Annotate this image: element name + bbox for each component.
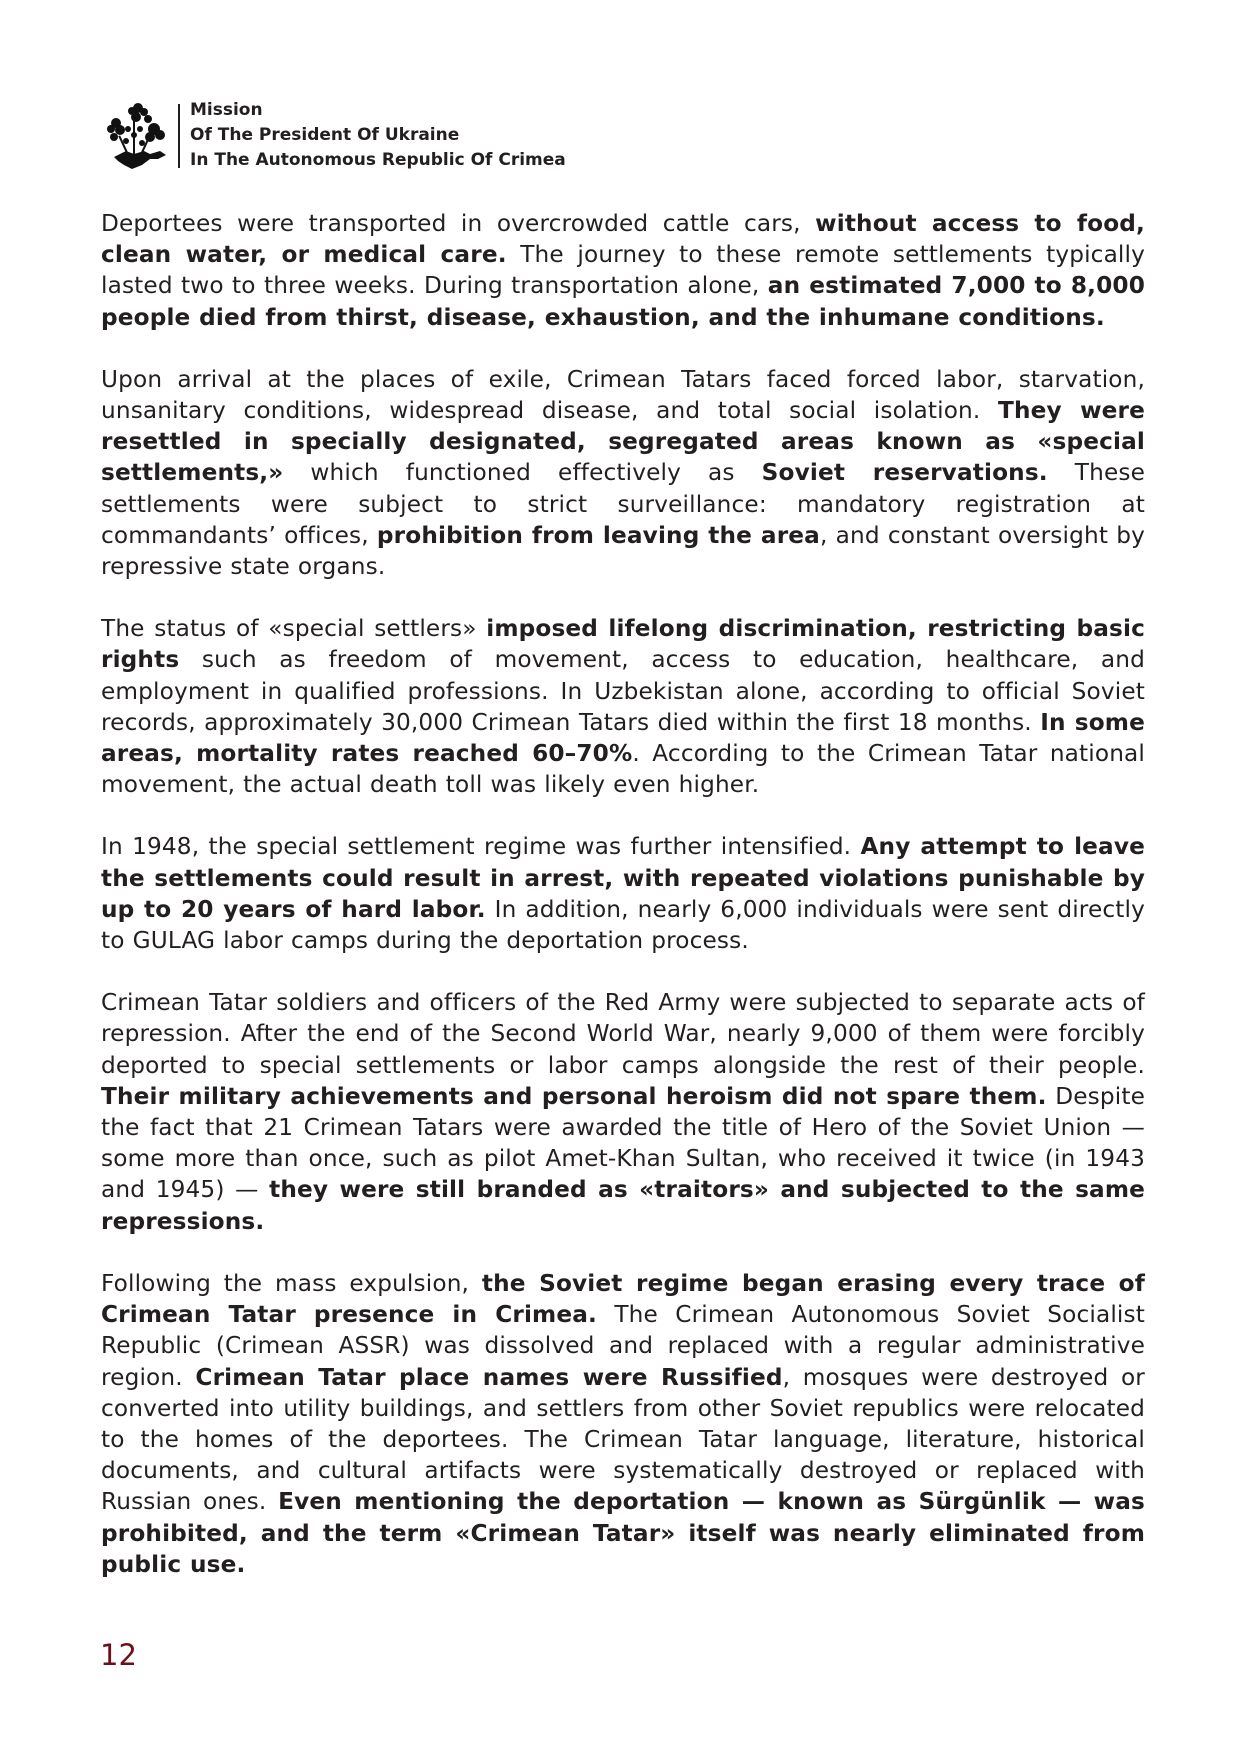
bold-text-run: the Soviet regime began erasing every trace of Crimean Tatar presence in Crimea.: [101, 1269, 1146, 1329]
paragraph-6: [101, 1268, 1145, 1580]
text-run: Following the mass expulsion,: [101, 1269, 482, 1297]
org-line-2: Of The President Of Ukraine: [190, 125, 460, 145]
bold-text-run: In some areas, mortality rates reached 60–70%: [101, 708, 1145, 768]
page-header: [100, 98, 566, 173]
bold-text-run: prohibition from leaving the area: [376, 521, 820, 549]
body-text: [101, 208, 1145, 1611]
org-line-3: In The Autonomous Republic Of Crimea: [190, 150, 566, 170]
paragraph-2: [101, 364, 1145, 582]
text-run: The status of «special settlers»: [101, 615, 487, 643]
page-number: 12: [100, 1638, 137, 1672]
bold-text-run: without access to food, clean water, or medical care.: [101, 210, 1145, 269]
bold-text-run: Soviet reservations.: [761, 459, 1048, 487]
header-divider: [178, 104, 180, 168]
organization-name: [190, 98, 566, 173]
text-run: The journey to these remote settlements typically lasted two to three weeks. During transportation alone,: [101, 241, 1145, 300]
bold-text-run: an estimated 7,000 to 8,000 people died from thirst, disease, exhaustion, and the inhumane conditions.: [101, 272, 1145, 331]
bold-text-run: they were still branded as «traitors» and subjected to the same repressions.: [101, 1176, 1146, 1235]
crimean-emblem-icon: [100, 99, 170, 173]
text-run: , mosques were destroyed or converted into utility buildings, and settlers from other Soviet republics were relocated to the homes of the deportees. The Crimean Tatar language, literature, historical documents, and cultural artifacts were systematically destroyed or replaced with Russian ones.: [101, 1363, 1145, 1516]
text-run: , and constant oversight by repressive state organs.: [101, 521, 1145, 581]
org-line-1: Mission: [190, 100, 263, 120]
text-run: Despite the fact that 21 Crimean Tatars were awarded the title of Hero of the Soviet Union — some more than once, such as pilot Amet-Khan Sultan, who received it twice (in 1943 and 1945) —: [101, 1082, 1145, 1204]
text-run: The Crimean Autonomous Soviet Socialist Republic (Crimean ASSR) was dissolved and replaced with a regular administrative region.: [101, 1301, 1145, 1391]
paragraph-5: [101, 987, 1145, 1237]
bold-text-run: Their military achievements and personal heroism did not spare them.: [101, 1082, 1047, 1110]
text-run: These settlements were subject to strict surveillance: mandatory registration at commandants’ offices,: [101, 459, 1146, 549]
text-run: . According to the Crimean Tatar national movement, the actual death toll was likely even higher.: [101, 740, 1146, 799]
text-run: In addition, nearly 6,000 individuals were sent directly to GULAG labor camps during the deportation process.: [101, 895, 1145, 955]
text-run: Crimean Tatar soldiers and officers of the Red Army were subjected to separate acts of repression. After the end of the Second World War, nearly 9,000 of them were forcibly deported to special settlements or labor camps alongside the rest of their people.: [101, 989, 1145, 1079]
bold-text-run: Even mentioning the deportation — known as Sürgünlik — was prohibited, and the term «Crimean Tatar» itself was nearly eliminated from public use.: [101, 1488, 1145, 1578]
bold-text-run: Crimean Tatar place names were Russified: [195, 1363, 783, 1391]
bold-text-run: imposed lifelong discrimination, restricting basic rights: [101, 615, 1145, 674]
paragraph-4: [101, 831, 1145, 956]
text-run: Upon arrival at the places of exile, Crimean Tatars faced forced labor, starvation, unsanitary conditions, widespread disease, and total social isolation.: [101, 365, 1145, 425]
text-run: In 1948, the special settlement regime was further intensified.: [101, 833, 861, 861]
paragraph-3: [101, 613, 1145, 800]
bold-text-run: They were resettled in specially designated, segregated areas known as «special settlements,»: [101, 397, 1145, 487]
bold-text-run: Any attempt to leave the settlements could result in arrest, with repeated violations punishable by up to 20 years of hard labor.: [101, 833, 1145, 923]
paragraph-1: [101, 208, 1145, 333]
text-run: Deportees were transported in overcrowded cattle cars,: [101, 210, 816, 237]
text-run: such as freedom of movement, access to education, healthcare, and employment in qualified professions. In Uzbekistan alone, according to official Soviet records, approximately 30,000 Crimean Tatars died within the first 18 months.: [101, 646, 1145, 736]
text-run: which functioned effectively as: [283, 459, 762, 487]
